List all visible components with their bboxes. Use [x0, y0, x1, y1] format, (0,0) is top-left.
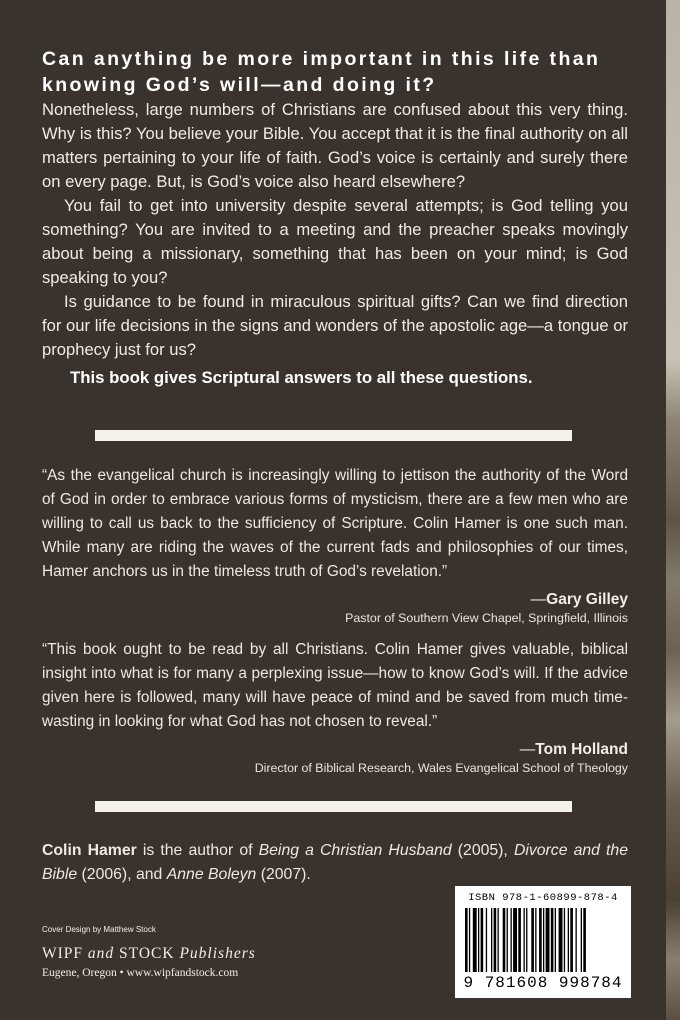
barcode-bar [531, 908, 534, 972]
endorsement-gilley [42, 464, 628, 627]
endorsement-quote: “As the evangelical church is increasingly willing to jettison the authority of the Word of God in order to embrace various forms of mysticism, there are a few men who are willing to call us back to the sufficiency of Scripture. Colin Hamer is one such man. While many are riding the waves of the current fads and philosophies of our times, Hamer anchors us in the timeless truth of God’s revelation.” [42, 467, 628, 580]
barcode-bar [518, 908, 521, 972]
barcode-bar [473, 908, 477, 972]
divider-rule-top [95, 430, 572, 441]
author-name: Colin Hamer [42, 842, 137, 859]
endorser-name: Gary Gilley [546, 591, 628, 608]
author-bio-text: Colin Hamer is the author of Being a Christian Husband (2005), Divorce and the Bible (2006), and Anne Boleyn (2007). [42, 842, 629, 883]
barcode-bar [524, 908, 525, 972]
barcode-bar [503, 908, 506, 972]
barcode-bar [576, 908, 577, 972]
book-title: Anne Boleyn [166, 866, 257, 883]
publisher-location: Eugene, Oregon • www.wipfandstock.com [42, 967, 239, 979]
barcode-bar [478, 908, 479, 972]
barcode-bar [465, 908, 468, 972]
barcode-bar [555, 908, 556, 972]
barcode-bar [546, 908, 550, 972]
barcode-bar [526, 908, 527, 972]
barcode-bar [511, 908, 512, 972]
endorser-role: Director of Biblical Research, Wales Evangelical School of Theology [254, 761, 628, 775]
barcode-bar [568, 908, 569, 972]
publisher-credits [42, 925, 256, 979]
barcode-bar [491, 908, 492, 972]
publisher-logo: WIPF and STOCK Publishers [42, 945, 256, 962]
barcode-bar [559, 908, 563, 972]
barcode-bar [507, 908, 508, 972]
barcode-digits: 9 781608 998784 [463, 974, 623, 992]
barcode-bar [513, 908, 517, 972]
intro-paragraph-3: Is guidance to be found in miraculous spiritual gifts? Can we find direction for our life decisions in the signs and wonders of the apostolic age—a tongue or prophecy just for us? [42, 292, 628, 359]
isbn-barcode [455, 886, 631, 998]
book-title: Divorce and the Bible [42, 842, 629, 883]
barcode-bar [481, 908, 484, 972]
barcode-bars [465, 908, 621, 972]
endorsement-quote: “This book ought to be read by all Christians. Colin Hamer gives valuable, biblical insight into what is for many a perplexing issue—how to know God’s will. If the advice given here is followed, many will have peace of mind and be saved from much time-wasting in looking for what God has not chosen to reveal.” [42, 641, 628, 730]
barcode-bar [570, 908, 573, 972]
barcode-bar [581, 908, 582, 972]
intro-paragraph-1: Nonetheless, large numbers of Christians are confused about this very thing. Why is this? You believe your Bible. You accept that it is the final authority on all matters pertaining to your life of faith. God’s voice is certainly and surely there on every page. But, is God’s voice also heard elsewhere? [42, 100, 628, 191]
barcode-bar [551, 908, 554, 972]
tagline: This book gives Scriptural answers to all these questions. [70, 368, 533, 387]
hook-question: Can anything be more important in this life than knowing God’s will—and doing it? [42, 48, 601, 96]
endorser-name: Tom Holland [535, 741, 628, 758]
edge-photo-strip [666, 0, 680, 1020]
endorser-role: Pastor of Southern View Chapel, Springfield, Illinois [345, 611, 628, 625]
barcode-bar [539, 908, 542, 972]
author-bio [42, 839, 628, 887]
endorsement-attribution: —Tom Holland [519, 741, 628, 758]
book-title: Being a Christian Husband [258, 842, 452, 859]
isbn-number: ISBN 978-1-60899-878-4 [468, 892, 618, 904]
barcode-bar [494, 908, 497, 972]
barcode-bar [583, 908, 586, 972]
endorsement-attribution: —Gary Gilley [530, 591, 628, 608]
cover-design-credit: Cover Design by Matthew Stock [42, 925, 156, 934]
back-cover-text [42, 46, 628, 390]
barcode-bar [543, 908, 544, 972]
intro-paragraph-2: You fail to get into university despite several attempts; is God telling you something? You are invited to a meeting and the preacher speaks movingly about being a missionary, something that has been on your mind; is God speaking to you? [42, 196, 628, 287]
barcode-bar [469, 908, 470, 972]
barcode-bar [486, 908, 487, 972]
endorsement-holland [42, 638, 628, 777]
divider-rule-bottom [95, 801, 572, 812]
barcode-bar [564, 908, 565, 972]
barcode-bar [498, 908, 499, 972]
barcode-bar [535, 908, 536, 972]
